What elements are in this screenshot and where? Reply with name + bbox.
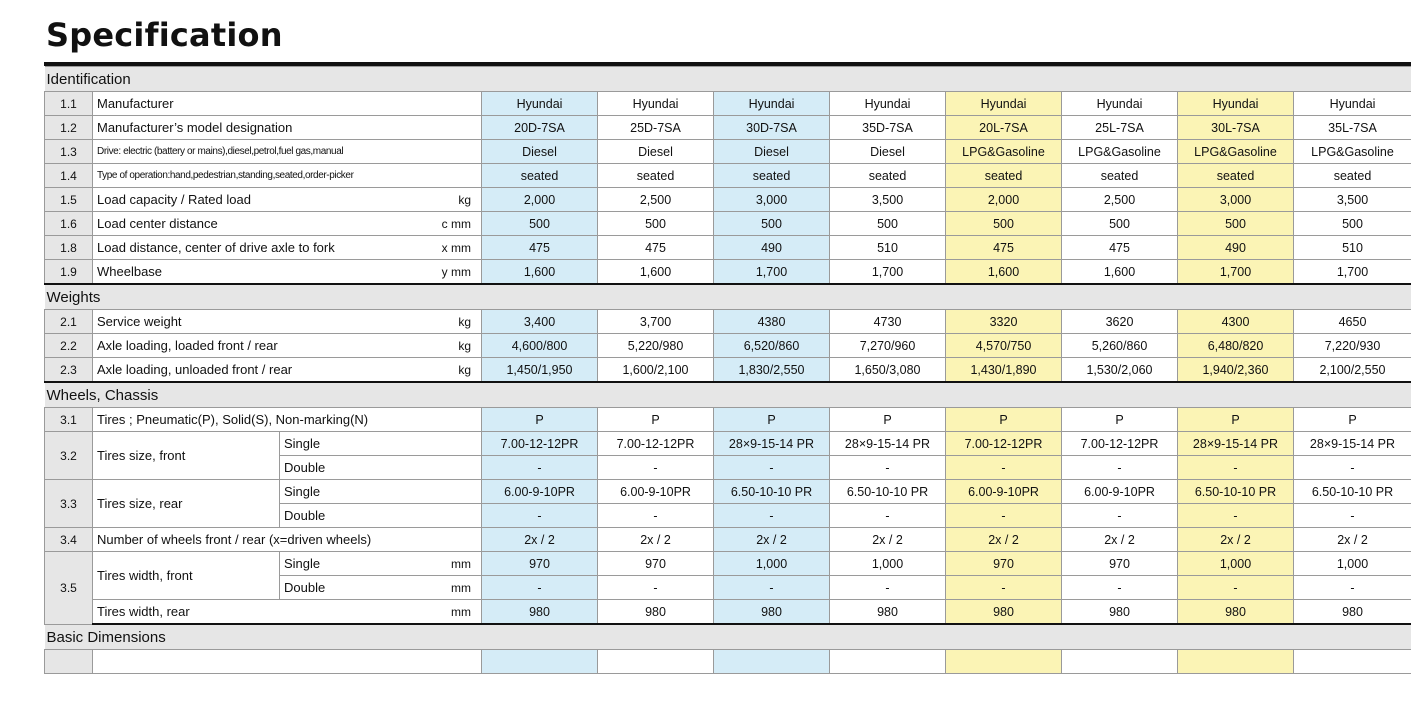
value-cell: - xyxy=(1062,504,1178,528)
row-label xyxy=(93,260,482,285)
row-label xyxy=(93,650,482,674)
value-cell: 980 xyxy=(1062,600,1178,625)
row-label xyxy=(93,188,482,212)
value-cell xyxy=(598,650,714,674)
value-cell: 970 xyxy=(1062,552,1178,576)
value-cell: 1,600 xyxy=(482,260,598,285)
row-number: 1.5 xyxy=(45,188,93,212)
value-cell: 3320 xyxy=(946,310,1062,334)
value-cell: 7.00-12-12PR xyxy=(1062,432,1178,456)
value-cell: 500 xyxy=(1294,212,1411,236)
row-number: 2.2 xyxy=(45,334,93,358)
value-cell: 2x / 2 xyxy=(1062,528,1178,552)
section-title: Wheels, Chassis xyxy=(45,382,1411,408)
value-cell: seated xyxy=(482,164,598,188)
section-basic-dimensions xyxy=(45,624,1411,650)
row-label-text: Manufacturer xyxy=(97,96,174,111)
value-cell: - xyxy=(946,576,1062,600)
row-label-text: Single xyxy=(284,556,321,571)
value-cell xyxy=(830,650,946,674)
value-cell: 1,000 xyxy=(1178,552,1294,576)
spec-row xyxy=(45,212,1411,236)
value-cell: 980 xyxy=(482,600,598,625)
value-cell: 2,100/2,550 xyxy=(1294,358,1411,383)
value-cell: 6.00-9-10PR xyxy=(1062,480,1178,504)
row-label-text: Double xyxy=(284,508,326,523)
value-cell: 1,450/1,950 xyxy=(482,358,598,383)
value-cell: 1,600/2,100 xyxy=(598,358,714,383)
row-unit: kg xyxy=(458,362,471,377)
value-cell: P xyxy=(1178,408,1294,432)
value-cell: 490 xyxy=(714,236,830,260)
row-number: 1.8 xyxy=(45,236,93,260)
row-label-text: Wheelbase xyxy=(97,264,163,279)
spec-row xyxy=(45,92,1411,116)
value-cell: 28×9-15-14 PR xyxy=(714,432,830,456)
value-cell: P xyxy=(714,408,830,432)
value-cell: 970 xyxy=(482,552,598,576)
row-number: 2.1 xyxy=(45,310,93,334)
value-cell: 1,600 xyxy=(946,260,1062,285)
value-cell: 475 xyxy=(482,236,598,260)
row-label xyxy=(93,164,482,188)
value-cell: LPG&Gasoline xyxy=(1294,140,1411,164)
value-cell: Hyundai xyxy=(1178,92,1294,116)
row-unit: x mm xyxy=(441,240,471,255)
spec-row xyxy=(45,408,1411,432)
value-cell: 35D-7SA xyxy=(830,116,946,140)
value-cell xyxy=(714,650,830,674)
row-unit: kg xyxy=(458,314,471,329)
spec-row xyxy=(45,528,1411,552)
value-cell: - xyxy=(946,504,1062,528)
row-label-text: Double xyxy=(284,580,326,595)
value-cell: Hyundai xyxy=(830,92,946,116)
value-cell: Hyundai xyxy=(482,92,598,116)
row-label-text: Double xyxy=(284,460,326,475)
value-cell: - xyxy=(830,456,946,480)
row-unit: kg xyxy=(458,338,471,353)
value-cell: 1,000 xyxy=(1294,552,1411,576)
value-cell: 4730 xyxy=(830,310,946,334)
value-cell: 2x / 2 xyxy=(482,528,598,552)
value-cell: 7,270/960 xyxy=(830,334,946,358)
value-cell: 2x / 2 xyxy=(598,528,714,552)
value-cell: LPG&Gasoline xyxy=(1178,140,1294,164)
value-cell: Diesel xyxy=(714,140,830,164)
row-label xyxy=(93,334,482,358)
value-cell: 1,700 xyxy=(1178,260,1294,285)
value-cell: Hyundai xyxy=(1294,92,1411,116)
value-cell: 7.00-12-12PR xyxy=(482,432,598,456)
value-cell: 2x / 2 xyxy=(1178,528,1294,552)
value-cell: 3,000 xyxy=(1178,188,1294,212)
value-cell: 2x / 2 xyxy=(714,528,830,552)
value-cell: 970 xyxy=(598,552,714,576)
value-cell: seated xyxy=(946,164,1062,188)
value-cell: 980 xyxy=(598,600,714,625)
value-cell: - xyxy=(830,576,946,600)
value-cell: - xyxy=(1062,456,1178,480)
value-cell: - xyxy=(714,576,830,600)
spec-table-body xyxy=(45,67,1411,674)
value-cell: 6.50-10-10 PR xyxy=(1294,480,1411,504)
row-number: 3.5 xyxy=(45,552,93,625)
value-cell: 4,600/800 xyxy=(482,334,598,358)
value-cell: 6.00-9-10PR xyxy=(946,480,1062,504)
value-cell: 510 xyxy=(1294,236,1411,260)
value-cell: P xyxy=(482,408,598,432)
value-cell: - xyxy=(1294,504,1411,528)
value-cell: P xyxy=(946,408,1062,432)
value-cell: 1,650/3,080 xyxy=(830,358,946,383)
value-cell: 4650 xyxy=(1294,310,1411,334)
value-cell: 980 xyxy=(946,600,1062,625)
value-cell: 510 xyxy=(830,236,946,260)
row-label-text: Type of operation:hand,pedestrian,standing,seated,order-picker xyxy=(97,170,354,181)
row-label-text: Drive: electric (battery or mains),diesel,petrol,fuel gas,manual xyxy=(97,146,344,157)
value-cell: 980 xyxy=(1294,600,1411,625)
value-cell: 30D-7SA xyxy=(714,116,830,140)
value-cell: - xyxy=(598,504,714,528)
value-cell: 35L-7SA xyxy=(1294,116,1411,140)
row-number: 2.3 xyxy=(45,358,93,383)
value-cell: 6.50-10-10 PR xyxy=(830,480,946,504)
value-cell: - xyxy=(1294,576,1411,600)
value-cell: 20D-7SA xyxy=(482,116,598,140)
value-cell: 7.00-12-12PR xyxy=(598,432,714,456)
row-label xyxy=(93,140,482,164)
row-unit: mm xyxy=(451,556,471,571)
value-cell: 980 xyxy=(830,600,946,625)
row-number: 1.4 xyxy=(45,164,93,188)
row-label xyxy=(280,456,482,480)
value-cell: 28×9-15-14 PR xyxy=(1178,432,1294,456)
value-cell: 7,220/930 xyxy=(1294,334,1411,358)
row-label-text: Tires width, rear xyxy=(97,604,190,619)
value-cell: - xyxy=(830,504,946,528)
value-cell: - xyxy=(482,504,598,528)
value-cell: - xyxy=(1294,456,1411,480)
row-number: 3.2 xyxy=(45,432,93,480)
value-cell: 3,500 xyxy=(830,188,946,212)
value-cell: 3,000 xyxy=(714,188,830,212)
value-cell: - xyxy=(482,456,598,480)
row-label xyxy=(93,408,482,432)
value-cell: 475 xyxy=(946,236,1062,260)
row-number: 1.3 xyxy=(45,140,93,164)
value-cell: 4300 xyxy=(1178,310,1294,334)
value-cell: 1,000 xyxy=(830,552,946,576)
value-cell: P xyxy=(598,408,714,432)
value-cell: 1,700 xyxy=(830,260,946,285)
row-label xyxy=(93,310,482,334)
section-title: Identification xyxy=(45,67,1411,92)
value-cell: 25D-7SA xyxy=(598,116,714,140)
row-label-text: Single xyxy=(284,436,321,451)
value-cell: Hyundai xyxy=(598,92,714,116)
spec-row-partial xyxy=(45,650,1411,674)
value-cell: 980 xyxy=(714,600,830,625)
row-unit: c mm xyxy=(441,216,471,231)
value-cell: 2,000 xyxy=(482,188,598,212)
row-number xyxy=(45,650,93,674)
value-cell: 20L-7SA xyxy=(946,116,1062,140)
value-cell xyxy=(1294,650,1411,674)
row-label: Tires size, rear xyxy=(93,480,280,528)
value-cell: - xyxy=(1178,456,1294,480)
value-cell: 28×9-15-14 PR xyxy=(1294,432,1411,456)
value-cell: seated xyxy=(830,164,946,188)
value-cell: 28×9-15-14 PR xyxy=(830,432,946,456)
value-cell: 6.00-9-10PR xyxy=(598,480,714,504)
value-cell: 4380 xyxy=(714,310,830,334)
value-cell: 2x / 2 xyxy=(1294,528,1411,552)
value-cell: 500 xyxy=(714,212,830,236)
spec-table xyxy=(44,66,1411,674)
value-cell: 500 xyxy=(830,212,946,236)
spec-row xyxy=(45,260,1411,285)
row-label-text: Number of wheels front / rear (x=driven wheels) xyxy=(97,532,372,547)
row-number: 3.3 xyxy=(45,480,93,528)
section-title: Weights xyxy=(45,284,1411,310)
row-label: Tires size, front xyxy=(93,432,280,480)
value-cell: 3,500 xyxy=(1294,188,1411,212)
spec-row xyxy=(45,140,1411,164)
value-cell: 6,480/820 xyxy=(1178,334,1294,358)
value-cell: 1,830/2,550 xyxy=(714,358,830,383)
row-label-text: Load distance, center of drive axle to fork xyxy=(97,240,335,255)
spec-row xyxy=(45,358,1411,383)
section-title: Basic Dimensions xyxy=(45,624,1411,650)
value-cell xyxy=(1178,650,1294,674)
value-cell: LPG&Gasoline xyxy=(1062,140,1178,164)
value-cell: 25L-7SA xyxy=(1062,116,1178,140)
row-number: 1.9 xyxy=(45,260,93,285)
value-cell: 5,260/860 xyxy=(1062,334,1178,358)
row-label xyxy=(93,212,482,236)
row-number: 3.4 xyxy=(45,528,93,552)
value-cell: seated xyxy=(1178,164,1294,188)
row-label-text: Service weight xyxy=(97,314,182,329)
spec-row xyxy=(45,188,1411,212)
spec-row xyxy=(45,310,1411,334)
value-cell xyxy=(482,650,598,674)
value-cell: - xyxy=(482,576,598,600)
value-cell: Diesel xyxy=(830,140,946,164)
row-unit: y mm xyxy=(441,264,471,279)
value-cell: 1,000 xyxy=(714,552,830,576)
row-number: 1.6 xyxy=(45,212,93,236)
value-cell: 1,940/2,360 xyxy=(1178,358,1294,383)
value-cell: seated xyxy=(598,164,714,188)
section-weights xyxy=(45,284,1411,310)
value-cell: 30L-7SA xyxy=(1178,116,1294,140)
value-cell: 1,600 xyxy=(598,260,714,285)
value-cell: 500 xyxy=(946,212,1062,236)
value-cell: - xyxy=(946,456,1062,480)
value-cell: 1,530/2,060 xyxy=(1062,358,1178,383)
spec-row-split xyxy=(45,432,1411,456)
row-label xyxy=(280,504,482,528)
value-cell: - xyxy=(1178,576,1294,600)
value-cell: 4,570/750 xyxy=(946,334,1062,358)
row-label xyxy=(93,92,482,116)
value-cell: 5,220/980 xyxy=(598,334,714,358)
value-cell: 6.50-10-10 PR xyxy=(714,480,830,504)
value-cell: seated xyxy=(1062,164,1178,188)
row-label-text: Axle loading, loaded front / rear xyxy=(97,338,278,353)
value-cell: LPG&Gasoline xyxy=(946,140,1062,164)
row-label-text: Load center distance xyxy=(97,216,218,231)
value-cell: 475 xyxy=(598,236,714,260)
value-cell: 6.50-10-10 PR xyxy=(1178,480,1294,504)
spec-row xyxy=(45,236,1411,260)
value-cell: 7.00-12-12PR xyxy=(946,432,1062,456)
spec-row-split xyxy=(45,552,1411,576)
value-cell: P xyxy=(1062,408,1178,432)
value-cell: 6.00-9-10PR xyxy=(482,480,598,504)
value-cell: Diesel xyxy=(598,140,714,164)
value-cell: seated xyxy=(714,164,830,188)
row-number: 1.1 xyxy=(45,92,93,116)
value-cell: - xyxy=(598,576,714,600)
value-cell xyxy=(1062,650,1178,674)
value-cell: Diesel xyxy=(482,140,598,164)
value-cell: 3,400 xyxy=(482,310,598,334)
row-label-text: Axle loading, unloaded front / rear xyxy=(97,362,293,377)
row-label: Tires width, front xyxy=(93,552,280,600)
row-label xyxy=(93,116,482,140)
row-label-text: Load capacity / Rated load xyxy=(97,192,251,207)
value-cell: 475 xyxy=(1062,236,1178,260)
row-label-text: Single xyxy=(284,484,321,499)
row-label xyxy=(280,432,482,456)
value-cell: - xyxy=(598,456,714,480)
value-cell: 2x / 2 xyxy=(830,528,946,552)
value-cell: 3620 xyxy=(1062,310,1178,334)
value-cell: 3,700 xyxy=(598,310,714,334)
value-cell: 2,500 xyxy=(1062,188,1178,212)
value-cell: 500 xyxy=(482,212,598,236)
value-cell: - xyxy=(714,504,830,528)
row-label xyxy=(93,358,482,383)
value-cell: Hyundai xyxy=(714,92,830,116)
value-cell: Hyundai xyxy=(1062,92,1178,116)
row-label xyxy=(93,528,482,552)
value-cell: 6,520/860 xyxy=(714,334,830,358)
row-label xyxy=(93,236,482,260)
value-cell: - xyxy=(714,456,830,480)
row-label-text: Tires ; Pneumatic(P), Solid(S), Non-marking(N) xyxy=(97,412,369,427)
value-cell: 500 xyxy=(1062,212,1178,236)
value-cell: - xyxy=(1178,504,1294,528)
page-title: Specification xyxy=(46,16,283,54)
spec-row-sub xyxy=(45,600,1411,625)
value-cell: 980 xyxy=(1178,600,1294,625)
spec-row xyxy=(45,116,1411,140)
row-unit: mm xyxy=(451,604,471,619)
spec-row xyxy=(45,334,1411,358)
value-cell: seated xyxy=(1294,164,1411,188)
row-label xyxy=(280,552,482,576)
value-cell xyxy=(946,650,1062,674)
spec-row xyxy=(45,164,1411,188)
section-wheels-chassis xyxy=(45,382,1411,408)
row-label xyxy=(280,576,482,600)
row-number: 1.2 xyxy=(45,116,93,140)
row-label xyxy=(280,480,482,504)
value-cell: 1,700 xyxy=(1294,260,1411,285)
row-label xyxy=(93,600,482,625)
value-cell: 500 xyxy=(598,212,714,236)
value-cell: 2,500 xyxy=(598,188,714,212)
value-cell: P xyxy=(830,408,946,432)
row-unit: mm xyxy=(451,580,471,595)
row-label-text: Manufacturer’s model designation xyxy=(97,120,293,135)
row-number: 3.1 xyxy=(45,408,93,432)
value-cell: 500 xyxy=(1178,212,1294,236)
row-unit: kg xyxy=(458,192,471,207)
value-cell: P xyxy=(1294,408,1411,432)
spec-row-split xyxy=(45,480,1411,504)
value-cell: 970 xyxy=(946,552,1062,576)
value-cell: 1,430/1,890 xyxy=(946,358,1062,383)
value-cell: 2,000 xyxy=(946,188,1062,212)
value-cell: 1,700 xyxy=(714,260,830,285)
value-cell: 490 xyxy=(1178,236,1294,260)
value-cell: - xyxy=(1062,576,1178,600)
section-identification xyxy=(45,67,1411,92)
value-cell: 1,600 xyxy=(1062,260,1178,285)
value-cell: 2x / 2 xyxy=(946,528,1062,552)
value-cell: Hyundai xyxy=(946,92,1062,116)
